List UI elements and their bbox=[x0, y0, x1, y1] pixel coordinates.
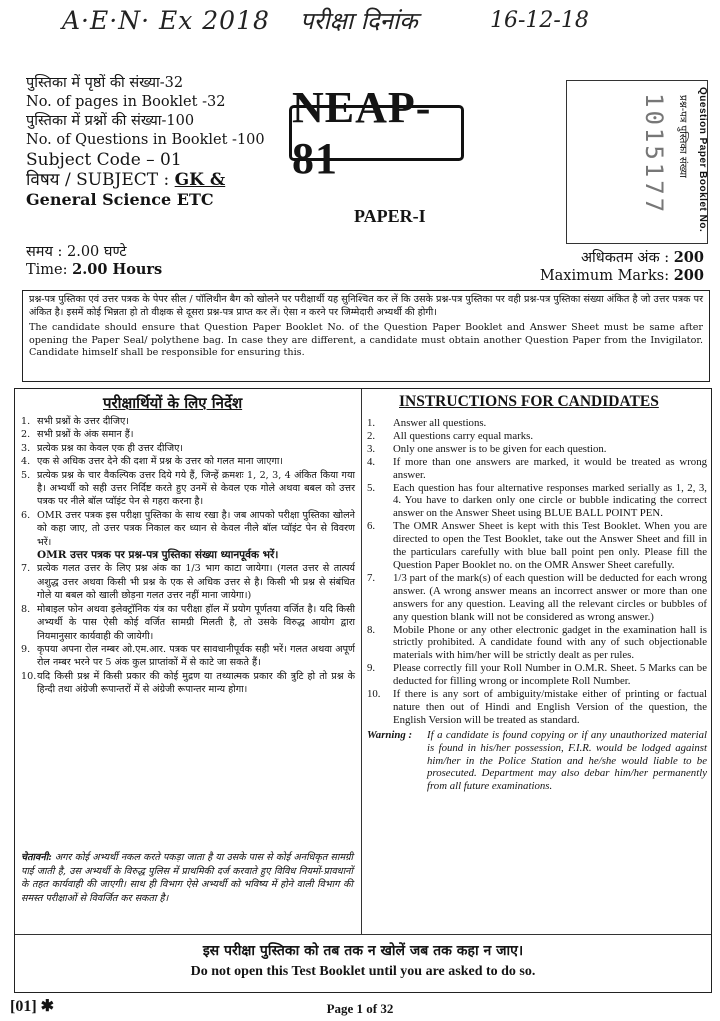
paper-code: NEAP-81 bbox=[292, 83, 432, 183]
instruction-number: 1. bbox=[367, 417, 376, 429]
questions-hindi: पुस्तिका में प्रश्नों की संख्या-100 bbox=[26, 113, 195, 129]
instruction-number: 4. bbox=[367, 455, 376, 468]
pages-hindi: पुस्तिका में पृष्ठों की संख्या-32 bbox=[26, 75, 184, 91]
instruction-item bbox=[21, 455, 355, 468]
instruction-item bbox=[21, 562, 355, 602]
instruction-number: 2. bbox=[367, 429, 376, 442]
instruction-number: 6. bbox=[21, 509, 31, 521]
instruction-text: यदि किसी प्रश्न में किसी प्रकार की कोई मुद्रण या तथ्यात्मक प्रकार की त्रुटि हो तो प्रश्न के हिन्दी तथा अंग्रेजी रूपान्तरों में से अंग्रेजी रूपान्तर मान्य होगा। bbox=[37, 670, 355, 696]
hindi-instructions-heading: परीक्षार्थियों के लिए निर्देश bbox=[103, 394, 243, 412]
marks-english: Maximum Marks: 200 bbox=[539, 267, 704, 284]
qp-number: 1015177 bbox=[640, 93, 668, 216]
subject-prefix: विषय / SUBJECT : bbox=[26, 170, 170, 190]
hindi-instructions-list bbox=[21, 415, 355, 697]
instruction-text: If more than one answers are marked, it would be treated as wrong answer. bbox=[393, 455, 707, 481]
instruction-number: 9. bbox=[367, 662, 376, 675]
instruction-number: 5. bbox=[21, 469, 31, 481]
instruction-number: 2. bbox=[21, 429, 31, 441]
instruction-item bbox=[21, 670, 355, 697]
instruction-number: 5. bbox=[367, 481, 376, 494]
instruction-text: All questions carry equal marks. bbox=[393, 429, 534, 442]
instruction-item bbox=[367, 456, 707, 482]
instruction-item bbox=[367, 482, 707, 521]
do-not-open-english: Do not open this Test Booklet until you are asked to do so. bbox=[190, 964, 536, 979]
instruction-item bbox=[367, 520, 707, 572]
instruction-item bbox=[367, 572, 707, 624]
hindi-warning-text: अगर कोई अभ्यर्थी नकल करते पकड़ा जाता है या उसके पास से कोई अनधिकृत सामग्री पाई जाती है, उस अभ्यर्थी के विरुद्ध पुलिस में प्राथमिकी दर्ज करवाते हुए विविध नियमों-प्रावधानों के तहत कार्यवाही की जाएगी। साथ ही विभाग ऐसे अभ्यर्थी को भविष्य में होने वाली विभाग की समस्त परीक्षाओं से विवर्जित कर सकता है। bbox=[21, 852, 353, 904]
instruction-number: 7. bbox=[367, 571, 376, 584]
booklet-number-notice bbox=[22, 290, 710, 382]
handwritten-exam-note: A·E·N· Ex 2018 bbox=[62, 6, 270, 35]
instruction-item bbox=[21, 643, 355, 670]
page-number: Page 1 of 32 bbox=[326, 1001, 394, 1016]
english-instructions-list bbox=[367, 417, 707, 793]
instruction-text: Mobile Phone or any other electronic gadget in the examination hall is strictly prohibited. A candidate found with any of such objectionable materials with him/her will be strictly dealt as per rules. bbox=[393, 623, 707, 662]
notice-english: The candidate should ensure that Question Paper Booklet No. of the Question Paper Booklet and Answer Sheet must be same after opening the Paper Seal/ polythene bag. In case they are different, a candidate must obtain another Question Paper from the Invigilator. Candidate himself shall be responsible for ensuring this. bbox=[29, 322, 703, 358]
english-instructions-heading: INSTRUCTIONS FOR CANDIDATES bbox=[399, 393, 659, 410]
instruction-item bbox=[367, 688, 707, 727]
instruction-text: एक से अधिक उत्तर देने की दशा में प्रश्न के उत्तर को गलत माना जाएगा। bbox=[37, 456, 283, 468]
instruction-text: If there is any sort of ambiguity/mistake either of printing or factual nature then out of Hindi and English Version of the question, the English Version will be treated as standard. bbox=[393, 688, 707, 726]
instruction-number: 3. bbox=[21, 442, 31, 454]
instruction-text: मोबाइल फोन अथवा इलेक्ट्रॉनिक यंत्र का परीक्षा हॉल में प्रयोग पूर्णतया वर्जित है। यदि किसी अभ्यर्थी के पास ऐसी कोई वर्जित सामग्री मिलती है, तो उसके विरुद्ध आयोग द्वारा नियमानुसार कार्यवाही की जायेगी। bbox=[37, 603, 355, 642]
english-warning bbox=[367, 729, 707, 794]
bottom-divider bbox=[15, 934, 711, 935]
qp-label-hindi: प्रश्न-पत्र पुस्तिका संख्या bbox=[677, 95, 688, 178]
instruction-number: 3. bbox=[367, 442, 376, 455]
instruction-number: 6. bbox=[367, 520, 376, 533]
time-block bbox=[26, 243, 162, 279]
instruction-item bbox=[21, 469, 355, 509]
instruction-item bbox=[367, 430, 707, 443]
instruction-item bbox=[21, 428, 355, 441]
instruction-number: 9. bbox=[21, 643, 31, 655]
footer-code: [01] ✱ bbox=[10, 998, 55, 1015]
paper-label: PAPER-I bbox=[354, 206, 426, 226]
column-divider bbox=[361, 389, 362, 934]
booklet-info bbox=[26, 74, 276, 209]
instruction-text: Please correctly fill your Roll Number in O.M.R. Sheet. 5 Marks can be deducted for filling wrong or incomplete Roll Number. bbox=[393, 662, 707, 688]
instruction-number: 10. bbox=[367, 688, 381, 701]
instruction-text: प्रत्येक प्रश्न के चार वैकल्पिक उत्तर दिये गये हैं, जिन्हें क्रमशः 1, 2, 3, 4 अंकित किया गया है। अभ्यर्थी को सही उत्तर निर्दिष्ट करते हुए उनमें से केवल एक गोले अथवा बबल को उत्तर पत्रक पर नीले बॉल प्वॉइंट पेन से गहरा करना है। bbox=[37, 469, 355, 508]
qp-label-english: Question Paper Booklet No. bbox=[697, 87, 708, 233]
paper-code-box bbox=[289, 83, 464, 183]
handwritten-date: 16-12-18 bbox=[490, 8, 589, 33]
instruction-text: सभी प्रश्नों के उत्तर दीजिए। bbox=[37, 416, 129, 427]
instruction-number: 7. bbox=[21, 563, 31, 575]
instruction-item bbox=[21, 549, 355, 562]
time-english: Time: 2.00 Hours bbox=[26, 261, 163, 278]
instruction-item bbox=[367, 624, 707, 663]
subject-rest: General Science ETC bbox=[26, 190, 214, 209]
time-hindi: समय : 2.00 घण्टे bbox=[26, 244, 127, 260]
hindi-warning bbox=[21, 851, 353, 905]
hindi-warning-label: चेतावनी: bbox=[21, 852, 52, 863]
instruction-text: प्रत्येक प्रश्न का केवल एक ही उत्तर दीजिए। bbox=[37, 442, 184, 454]
marks-hindi: अधिकतम अंक : 200 bbox=[580, 249, 704, 266]
instruction-text: कृपया अपना रोल नम्बर ओ.एम.आर. पत्रक पर सावधानीपूर्वक सही भरें। गलत अथवा अपूर्ण रोल नम्बर भरने पर 5 अंक कुल प्राप्तांकों में से काटे जा सकते हैं। bbox=[37, 643, 355, 669]
pages-english: No. of pages in Booklet -32 bbox=[26, 94, 226, 110]
english-warning-text: If a candidate is found copying or if any unauthorized material is found in his/her possession, F.I.R. would be lodged against him/her in the Police Station and he/she would liable to be prosecuted. Department may also debar him/her permanently from all future examinations. bbox=[427, 728, 707, 793]
notice-hindi: प्रश्न-पत्र पुस्तिका एवं उत्तर पत्रक के पेपर सील / पॉलिथीन बैग को खोलने पर परीक्षार्थी यह सुनिश्चित कर लें कि उसके प्रश्न-पत्र पुस्तिका पर वही प्रश्न-पत्र पुस्तिका संख्या अंकित है जो उत्तर पत्रक पर अंकित है। इसमें कोई भिन्नता हो तो वीक्षक से दूसरा प्रश्न-पत्र प्राप्त कर लें। ऐसा न करने पर जिम्मेदारी अभ्यर्थी की होगी। bbox=[29, 294, 703, 318]
instruction-number: 4. bbox=[21, 456, 31, 468]
instruction-text: Each question has four alternative responses marked serially as 1, 2, 3, 4. You have to darken only one circle or bubble indicating the correct answer on the Answer Sheet using BLUE BALL POINT PEN. bbox=[393, 481, 707, 520]
instruction-number: 8. bbox=[21, 603, 31, 615]
instruction-text: Only one answer is to be given for each question. bbox=[393, 442, 607, 455]
handwritten-date-label: परीक्षा दिनांक bbox=[300, 7, 418, 35]
instruction-item bbox=[367, 662, 707, 688]
instruction-item bbox=[21, 442, 355, 455]
instruction-text: OMR उत्तर पत्रक पर प्रश्न-पत्र पुस्तिका संख्या ध्यानपूर्वक भरें। bbox=[37, 549, 279, 562]
do-not-open-hindi: इस परीक्षा पुस्तिका को तब तक न खोलें जब तक कहा न जाए। bbox=[202, 943, 524, 959]
english-warning-label: Warning : bbox=[367, 728, 413, 741]
marks-block bbox=[540, 249, 704, 285]
instruction-item bbox=[21, 509, 355, 549]
instruction-item bbox=[367, 443, 707, 456]
instruction-text: प्रत्येक गलत उत्तर के लिए प्रश्न अंक का 1/3 भाग काटा जायेगा। (गलत उत्तर से तात्पर्य अशुद्ध उत्तर अथवा किसी भी प्रश्न के एक से अधिक उत्तर से है। किसी भी प्रश्न से संबंधित गोले या बबल को खाली छोड़ना गलत उत्तर नहीं माना जायेगा।) bbox=[37, 563, 355, 602]
instruction-text: 1/3 part of the mark(s) of each question will be deducted for each wrong answer. (A wrong answer means an incorrect answer or more than one answers for any question. Leaving all the relevant circles or bubbles of any question blank will not be considered as wrong answer.) bbox=[393, 571, 707, 623]
instruction-number bbox=[21, 549, 37, 562]
instruction-item bbox=[21, 415, 355, 428]
instruction-text: सभी प्रश्नों के अंक समान हैं। bbox=[37, 429, 134, 441]
subject-gk: GK & bbox=[174, 170, 226, 190]
instructions-box bbox=[14, 388, 712, 993]
instruction-text: Answer all questions. bbox=[393, 417, 487, 429]
instruction-text: OMR उत्तर पत्रक इस परीक्षा पुस्तिका के साथ रखा है। जब आपको परीक्षा पुस्तिका खोलने को कहा जाए, तो उत्तर पत्रक निकाल कर ध्यान से केवल नीले बॉल प्वॉइंट पेन से विवरण भरें। bbox=[37, 509, 355, 548]
questions-english: No. of Questions in Booklet -100 bbox=[26, 132, 265, 148]
instruction-number: 8. bbox=[367, 623, 376, 636]
subject-code: Subject Code – 01 bbox=[26, 150, 182, 170]
instruction-item bbox=[21, 603, 355, 643]
instruction-number: 1. bbox=[21, 416, 31, 427]
instruction-item bbox=[367, 417, 707, 430]
instruction-text: The OMR Answer Sheet is kept with this Test Booklet. When you are directed to open the Test Booklet, take out the Answer Sheet and fill in the particulars carefully with blue ball point pen only. Please fill the Question Paper Booklet no. on the OMR Answer Sheet carefully. bbox=[393, 520, 707, 571]
subject-line bbox=[26, 170, 276, 190]
question-paper-number-box bbox=[566, 80, 708, 244]
instruction-number: 10. bbox=[21, 670, 37, 682]
